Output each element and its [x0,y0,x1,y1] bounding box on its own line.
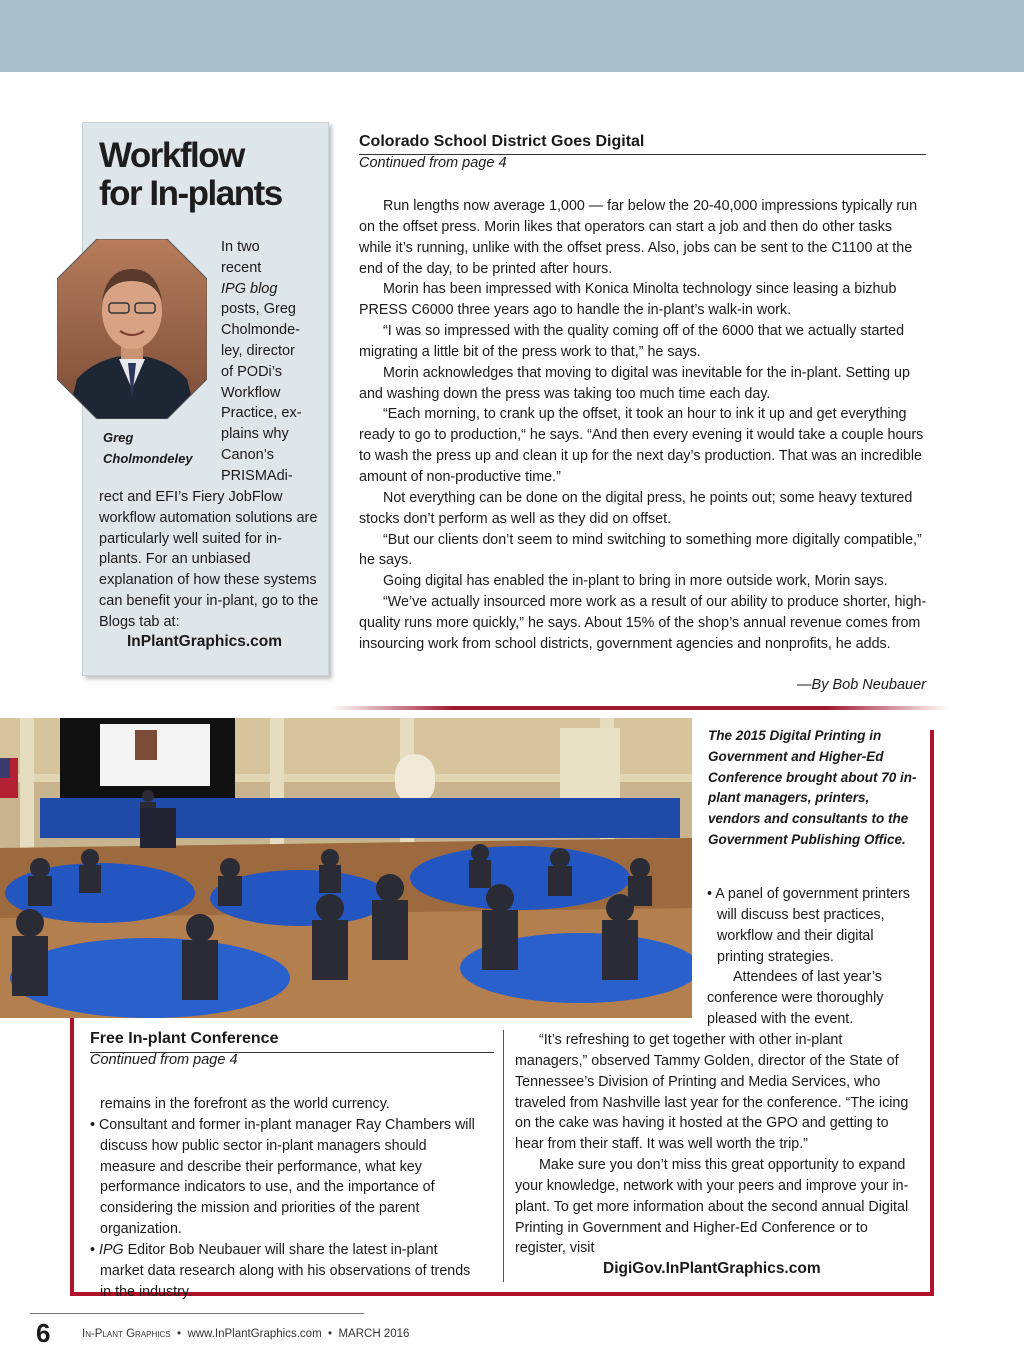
quote-paragraph: “It’s refreshing to get together with other in-plant managers,” observed Tammy Golden, director of the State of Tennessee’s Division of Printing and Media Services, who traveled from Nashville last year for the conference. “The icing on the cake was having it hosted at the GPO and getting to hear from their staff. It was well worth the trip.” [515,1032,909,1153]
sidebar-title-line2: for In-plants [99,174,282,213]
sidebar-intro-text: In two recent IPG blog posts, Greg Cholmonde- ley, director of PODi’s Workflow Practice, ex- plains why Canon’s PRISMAdi- [221,239,302,484]
panel-bullet: • A panel of government printers will discuss best practices, workflow and their digital printing strategies. [707,886,910,965]
article-paragraph: Morin acknowledges that moving to digital was inevitable for the in-plant. Setting up and washing down the press was taking too much time each day. [359,364,910,402]
footer-text: In-Plant Graphics • www.InPlantGraphics.com • MARCH 2016 [82,1328,410,1340]
column-divider [503,1030,504,1282]
article-paragraph: Going digital has enabled the in-plant to bring in more outside work, Morin says. [383,573,888,590]
article-continued: Continued from page 4 [359,155,507,171]
article-byline: —By Bob Neubauer [797,677,926,693]
sidebar-box [82,122,329,676]
sidebar-body-text: rect and EFI’s Fiery JobFlow workflow automation solutions are particularly well suited for in-plants. For an unbiased explanation of how these systems can benefit your in-plant, go to the Blogs tab at: [99,489,319,630]
bullet-item: • Consultant and former in-plant manager Ray Chambers will discuss how public sector in-plant managers should measure and describe their performance, what key performance indicators to use, and the importance of considering the mission and priorities of the parent organization. [90,1116,475,1238]
conference-link[interactable]: DigiGov.InPlantGraphics.com [603,1260,821,1277]
conference-column-2 [515,1030,917,1259]
sidebar-title-line1: Workflow [99,136,244,175]
photo-caption: Greg Cholmondeley [103,430,193,466]
publication-name: In-Plant Graphics [82,1328,171,1340]
conference-continued: Continued from page 4 [90,1052,238,1068]
sidebar-title [99,137,319,213]
page-number: 6 [36,1318,51,1348]
conference-photo [0,718,692,1018]
article-paragraph: Morin has been impressed with Konica Minolta technology since leasing a bizhub PRESS C6000 three years ago to handle the in-plant’s walk-in work. [359,281,897,319]
footer-url[interactable]: www.InPlantGraphics.com [187,1328,322,1340]
conference-title: Free In-plant Conference [90,1030,279,1047]
article-paragraph: “I was so impressed with the quality coming off of the 6000 that we actually started migrating a little bit of the press work to that,” he says. [359,323,905,360]
article-paragraph: Not everything can be done on the digital press, he points out; some heavy textured stocks don’t perform as well as they did on offset. [359,489,913,527]
article-paragraph: “We’ve actually insourced more work as a result of our ability to produce shorter, high-quality runs more quickly,” he says. About 15% of the shop’s annual revenue comes from insourcing work from school districts, government agencies and nonprofits, he adds. [359,594,927,652]
article-paragraph: Run lengths now average 1,000 — far below the 20-40,000 impressions typically run on the offset press. Morin likes that operators can start a job and then do other tasks while it’s running, unlike with the offset press. Also, jobs can be sent to the C1100 at the end of the day, to be printed after hours. [359,198,918,277]
frame-border-right [930,730,934,1296]
right-column-text [707,884,922,1030]
frame-border-left [70,1018,74,1296]
register-paragraph: Make sure you don’t miss this great opportunity to expand your knowledge, network with your peers and improve your in-plant. To get more information about the second annual Digital Printing in Government and Higher-Ed Conference or to register, visit [515,1157,909,1257]
conference-column-1 [90,1094,485,1302]
bullet-item: • IPG Editor Bob Neubauer will share the latest in-plant market data research along with his observations of trends in the industry. [90,1241,471,1300]
issue-date: MARCH 2016 [338,1328,410,1340]
article-title: Colorado School District Goes Digital [359,133,645,150]
conference-photo-caption: The 2015 Digital Printing in Government and Higher-Ed Conference brought about 70 in-plant managers, printers, vendors and consultants to the Government Publishing Office. [708,728,917,847]
article-body [359,196,927,655]
section-divider [330,706,950,710]
attendees-paragraph: Attendees of last year’s conference were thoroughly pleased with the event. [707,969,884,1028]
portrait-photo [57,239,207,419]
sidebar-link[interactable]: InPlantGraphics.com [127,633,283,650]
lead-text: remains in the forefront as the world currency. [100,1096,390,1112]
article-paragraph: “Each morning, to crank up the offset, it took an hour to ink it up and get everything ready to go to production,“ he says. “And then every evening it would take a couple hours to wash the press up and clean it up for the next day’s production. That was an incredible amount of non-productive time.” [359,406,924,485]
article-paragraph: “But our clients don’t seem to mind switching to something more digitally compatible,” he says. [359,531,922,569]
footer-rule [30,1313,364,1314]
top-color-band [0,0,1024,72]
